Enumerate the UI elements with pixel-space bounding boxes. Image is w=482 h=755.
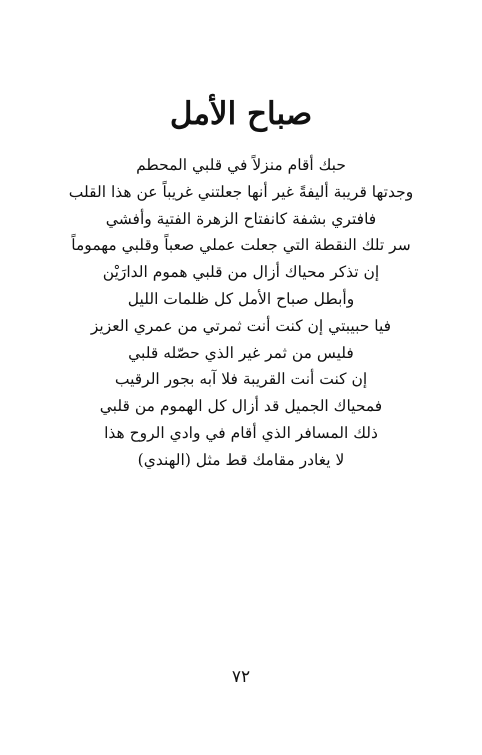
poem-line: وأبطل صباح الأمل كل ظلمات الليل	[127, 289, 355, 308]
poem-line: فافتري بشفة كانفتاح الزهرة الفتية وأفشي	[105, 209, 377, 228]
poem-body	[0, 152, 482, 474]
poem-line: وجدتها قريبة أليفةً غير أنها جعلتني غريباً عن هذا القلب	[68, 182, 414, 201]
poem-line: إن تذكر محياك أزال من قلبي هموم الدارَيْن	[102, 263, 380, 282]
page-number: ٧٢	[231, 667, 251, 687]
poem-line: فيا حبيبتي إن كنت أنت ثمرتي من عمري العزيز	[90, 316, 392, 335]
poem-line: ذلك المسافر الذي أقام في وادي الروح هذا	[104, 423, 378, 442]
poem-line: فمحياك الجميل قد أزال كل الهموم من قلبي	[99, 397, 383, 416]
poem-title: صباح الأمل	[169, 96, 313, 132]
poem-line: لا يغادر مقامك قط مثل (الهندي)	[137, 450, 345, 469]
poem-line: إن كنت أنت القريبة فلا آبه بجور الرقيب	[114, 370, 368, 389]
poem-line: حبك أقام منزلاً في قلبي المحطم	[136, 156, 346, 174]
poem-line: سر تلك النقطة التي جعلت عملي صعباً وقلبي مهموماً	[71, 236, 411, 255]
poem-line: فليس من ثمر غير الذي حصّله قلبي	[128, 343, 354, 362]
